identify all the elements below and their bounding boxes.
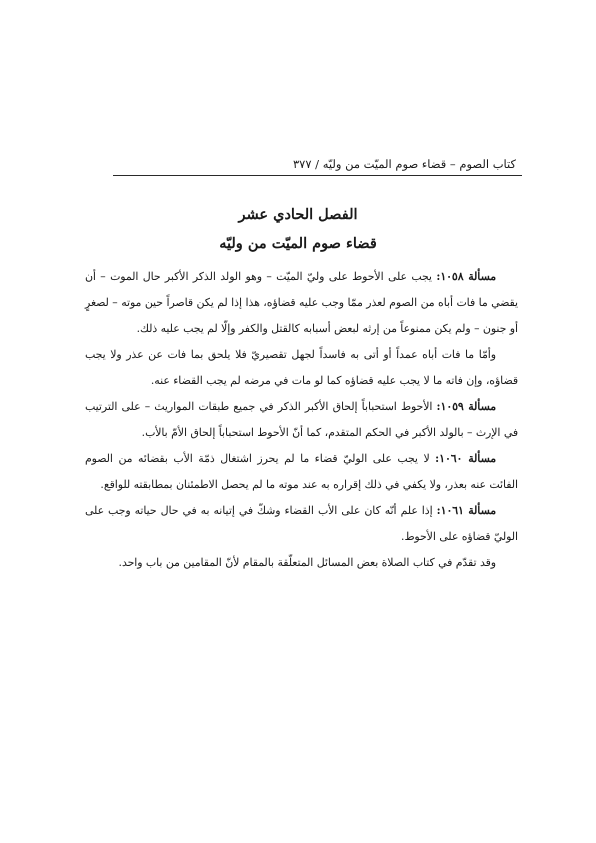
paragraph-1058	[85, 264, 518, 342]
paragraph-text: لا يجب على الوليّ قضاء ما لم يحرز اشتغال ذمّة الأب بقضائه من الصوم الفائت عنه بعذر، ولا يكفي في ذلك إقراره به عند موته ما لم يحصل الاطمئنان بمطابقته للواقع.	[85, 452, 518, 491]
chapter-subtitle: قضاء صوم الميّت من وليّه	[219, 235, 377, 252]
paragraph-text: يجب على الأحوط على وليّ الميّت – وهو الولد الذكر الأكبر حال الموت – أن يقضي ما فات أباه من الصوم لعذر ممّا وجب عليه قضاؤه، هذا إذا لم يكن قاصراً حين موته – لصغرٍ أو جنون – ولم يكن ممنوعاً من إرثه لبعض أسبابه كالقتل والكفر وإلّا لم يجب عليه ذلك.	[85, 270, 518, 335]
paragraph-1058-continued	[85, 342, 518, 394]
issue-label: مسألة ١٠٥٨:	[436, 270, 497, 283]
paragraph-1059	[85, 394, 518, 446]
paragraph-text: إذا علم أنّه كان على الأب القضاء وشكّ في إتيانه به في حال حياته وجب على الوليّ قضاؤه على الأحوط.	[85, 504, 518, 543]
paragraph-text: وأمّا ما فات أباه عمداً أو أتى به فاسداً لجهل تقصيريّ فلا يلحق بما فات عن عذر ولا يجب قضاؤه، وإن فاته ما لا يجب عليه قضاؤه كما لو مات في مرضه لم يجب القضاء عنه.	[85, 348, 518, 387]
header-divider	[113, 175, 522, 176]
running-header: كتاب الصوم – قضاء صوم الميّت من وليّه / ٣٧٧	[293, 157, 516, 171]
issue-label: مسألة ١٠٦٠:	[435, 452, 497, 465]
issue-label: مسألة ١٠٦١:	[436, 504, 497, 517]
paragraph-text: الأحوط استحباباً إلحاق الأكبر الذكر في جميع طبقات المواريث – على الترتيب في الإرث – بالولد الأكبر في الحكم المتقدم، كما أنّ الأحوط استحباباً إلحاق الأمّ بالأب.	[85, 400, 518, 439]
paragraph-text: وقد تقدّم في كتاب الصلاة بعض المسائل المتعلّقة بالمقام لأنّ المقامين من باب واحد.	[118, 556, 496, 569]
page-body	[85, 264, 518, 576]
chapter-title: الفصل الحادي عشر	[238, 206, 358, 223]
paragraph-closing-note	[85, 550, 518, 576]
paragraph-1061	[85, 498, 518, 550]
issue-label: مسألة ١٠٥٩:	[436, 400, 497, 413]
paragraph-1060	[85, 446, 518, 498]
